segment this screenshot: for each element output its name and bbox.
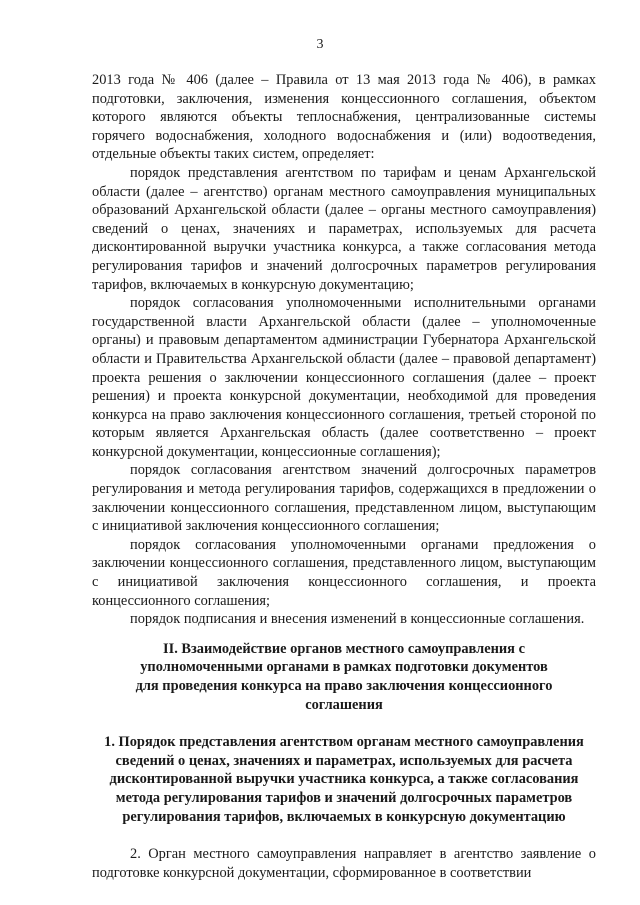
section-heading: II. Взаимодействие органов местного самоуправления с уполномоченными органами в рамках подготовки документов для проведения конкурса на право заключения концессионного соглашения	[135, 640, 553, 713]
document-body	[92, 71, 596, 882]
paragraph-rules-continuation: 2013 года № 406 (далее – Правила от 13 мая 2013 года № 406), в рамках подготовки, заключения, изменения концессионного соглашения, объектом которого являются объекты теплоснабжения, централизованные системы горячего водоснабжения, холодного водоснабжения и (или) водоотведения, отдельные объекты таких систем, определяет:	[92, 72, 596, 163]
paragraph-procedure-proposal-approval: порядок согласования уполномоченными органами предложения о заключении концессионного соглашения, представленного лицом, выступающим с инициативой заключения концессионного соглашения, и проекта концессионного соглашения;	[92, 536, 596, 609]
subsection-heading: 1. Порядок представления агентством органам местного самоуправления сведений о ценах, значениях и параметрах, используемых для расчета дисконтированной выручки участника конкурса, а также согласования метода регулирования тарифов и значений долгосрочных параметров регулирования тарифов, включаемых в конкурсную документацию	[104, 734, 584, 825]
page-number: 3	[316, 37, 324, 52]
paragraph-procedure-signing: порядок подписания и внесения изменений в концессионные соглашения.	[130, 611, 585, 628]
paragraph-procedure-agency-info: порядок представления агентством по тарифам и ценам Архангельской области (далее – агентство) органам местного самоуправления муниципальных образований Архангельской области (далее – органы местного самоуправления) сведений о ценах, значениях и параметрах, используемых для расчета дисконтированной выручки участника конкурса, а также согласования метода регулирования тарифов и значений долгосрочных параметров регулирования тарифов, включаемых в конкурсную документацию;	[92, 164, 596, 293]
paragraph-procedure-approval-draft: порядок согласования уполномоченными исполнительными органами государственной власти Архангельской области (далее – уполномоченные органы) и правовым департаментом администрации Губернатора Архангельской области и Правительства Архангельской области (далее – правовой департамент) проекта решения о заключении концессионного соглашения (далее – проект решения) и проекта конкурсной документации, необходимой для проведения конкурса на право заключения концессионного соглашения, третьей стороной по которым является Архангельская область (далее соответственно – проект конкурсной документации, концессионные соглашения);	[92, 295, 596, 460]
paragraph-clause-2: 2. Орган местного самоуправления направляет в агентство заявление о подготовке конкурсной документации, сформированное в соответствии	[92, 846, 596, 881]
paragraph-procedure-agency-parameters: порядок согласования агентством значений долгосрочных параметров регулирования и метода регулирования тарифов, содержащихся в предложении о заключении концессионного соглашения, представленном лицом, выступающим с инициативой заключения концессионного соглашения;	[92, 462, 596, 535]
